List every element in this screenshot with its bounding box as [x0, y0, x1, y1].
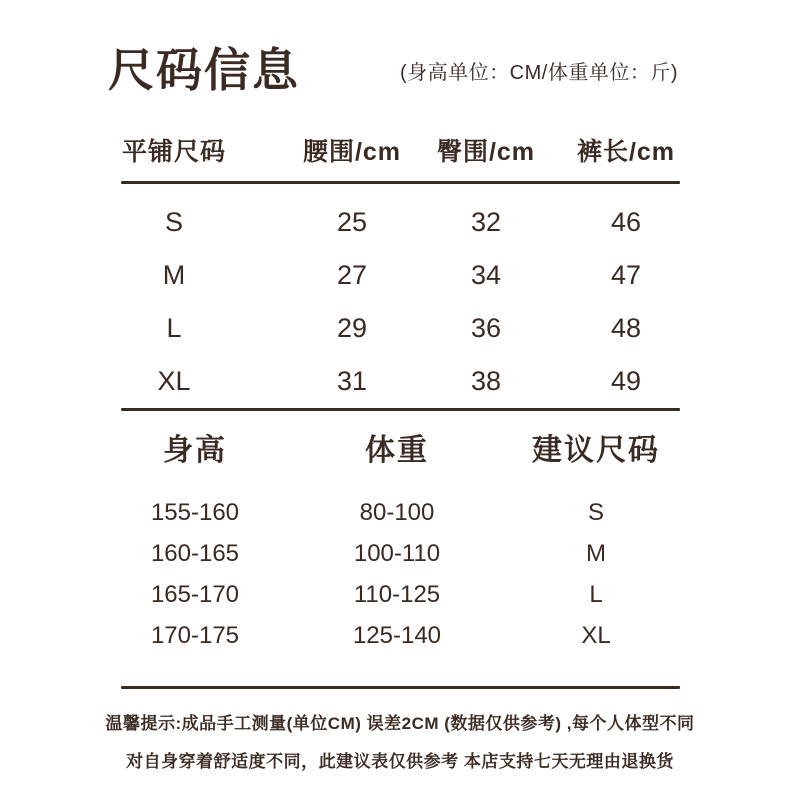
size-table-cell: 48	[610, 313, 642, 343]
fit-table-cell: L	[589, 581, 603, 608]
size-table-cell: 29	[336, 313, 368, 343]
notice-line-2: 对自身穿着舒适度不同，此建议表仅供参考 本店支持七天无理由退换货	[126, 752, 674, 771]
spacer	[90, 472, 300, 492]
notice-line-1: 温馨提示:成品手工测量(单位CM) 误差2CM (数据仅供参考) ,每个人体型不同	[105, 714, 695, 733]
size-table-cell: 46	[610, 207, 642, 237]
fit-table-cell: XL	[581, 622, 611, 649]
divider-bottom	[121, 686, 680, 689]
fit-table-cell: 160-165	[150, 540, 240, 567]
size-table-cell: L	[166, 313, 182, 343]
size-table-cell: S	[164, 207, 183, 237]
fit-table-col-height	[90, 430, 300, 656]
fit-table-cell: 155-160	[150, 499, 240, 526]
size-table-header-flat-size: 平铺尺码	[121, 138, 226, 166]
size-table-header-pant-length: 裤长/cm	[576, 138, 676, 166]
size-table-cell: XL	[157, 366, 191, 396]
size-table-cell: 49	[610, 366, 642, 396]
size-table-col-flat-size	[74, 132, 274, 408]
unit-note: (身高单位：CM/体重单位：斤)	[400, 62, 678, 84]
fit-table-header-weight: 体重	[365, 434, 429, 467]
spacer	[491, 472, 701, 492]
fit-table-col-weight	[292, 430, 502, 656]
page-title: 尺码信息	[108, 44, 300, 96]
fit-table-cell: 125-140	[352, 622, 442, 649]
size-table-header-waist: 腰围/cm	[302, 138, 402, 166]
size-table-cell: 25	[336, 207, 368, 237]
fit-table-cell: 170-175	[150, 622, 240, 649]
fit-table-cell: 80-100	[359, 499, 435, 526]
size-table-header-hip: 臀围/cm	[436, 138, 536, 166]
size-table-cell: 31	[336, 366, 368, 396]
fit-table-cell: M	[586, 540, 606, 567]
spacer	[292, 472, 502, 492]
fit-table-cell: 165-170	[150, 581, 240, 608]
fit-table-header-suggested-size: 建议尺码	[532, 434, 660, 467]
fit-table-cell: S	[587, 499, 604, 526]
size-table-cell: 34	[470, 260, 502, 290]
notice-text	[0, 705, 800, 781]
size-table-cell: 27	[336, 260, 368, 290]
fit-table-header-height: 身高	[163, 434, 227, 467]
fit-table-cell: 110-125	[353, 581, 441, 608]
spacer	[526, 172, 726, 196]
size-table-cell: 38	[470, 366, 502, 396]
divider-middle	[121, 408, 680, 411]
size-table-cell: 36	[470, 313, 502, 343]
fit-table-cell: 100-110	[353, 540, 441, 567]
fit-table-col-suggested-size	[491, 430, 701, 656]
size-table-cell: 47	[610, 260, 642, 290]
size-table-cell: M	[162, 260, 186, 290]
size-table-cell: 32	[470, 207, 502, 237]
size-table-col-pant-length	[526, 132, 726, 408]
spacer	[74, 172, 274, 196]
